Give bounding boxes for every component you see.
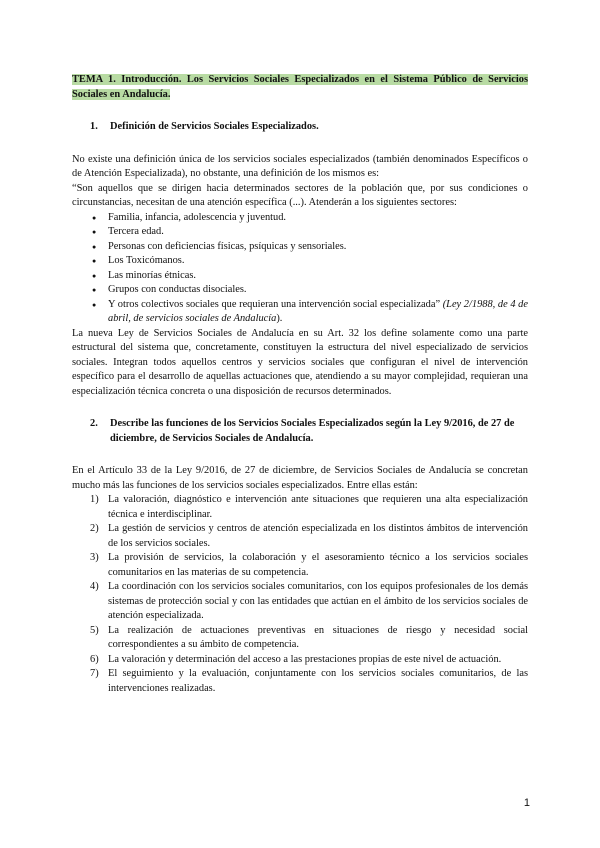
sector-bullet-list — [72, 211, 528, 327]
section-2-heading — [72, 417, 528, 446]
highlighted-title-text: TEMA 1. Introducción. Los Servicios Sociales Especializados en el Sistema Público de Servicios Sociales en Andalucía. — [72, 74, 528, 100]
list-item: 6) La valoración y determinación del acceso a las prestaciones propias de este nivel de actuación. — [90, 653, 502, 665]
bullet-icon: ● — [92, 271, 97, 280]
section-1-heading-text: Definición de Servicios Sociales Especializados. — [110, 121, 319, 132]
page-number: 1 — [523, 797, 530, 809]
law-reference: (Ley 2/1988, de 4 de abril, de servicios sociales de Andalucía — [108, 298, 528, 324]
list-item: 5) La realización de actuaciones preventivas en situaciones de riesgo y necesidad social correspondientes a su ámbito de competencia. — [90, 624, 528, 650]
list-item: 1) La valoración, diagnóstico e intervención ante situaciones que requieren una alta especialización técnica e interdisciplinar. — [90, 494, 528, 520]
last-bullet-text: Y otros colectivos sociales que requieran una intervención social especializada” — [108, 298, 441, 310]
section-2-intro: En el Artículo 33 de la Ley 9/2016, de 27 de diciembre, de Servicios Sociales de Andalucía se concretan mucho más las funciones de los servicios sociales especializados. Entre ellas están: — [72, 465, 528, 491]
list-item: ● Tercera edad. — [92, 225, 528, 240]
list-item: ● Personas con deficiencias físicas, psíquicas y sensoriales. — [92, 240, 528, 255]
section-1-paragraph: La nueva Ley de Servicios Sociales de Andalucía en su Art. 32 los define solamente como una parte estructural del sistema que, concretamente, constituyen la estructura del nivel especializado de servicios sociales. Integran todos aquellos centros y servicios sociales que configuran el nivel de intervención específico para el desarrollo de aquellas actuaciones que, atendiendo a su mayor complejidad, requieran una especialización técnica concreta o una disposición de recursos determinados. — [72, 327, 528, 397]
functions-numbered-list — [72, 493, 528, 696]
list-item: ● Grupos con conductas disociales. — [92, 283, 528, 298]
list-item: ● Familia, infancia, adolescencia y juventud. — [92, 211, 528, 226]
section-2-heading-text: Describe las funciones de los Servicios Sociales Especializados según la Ley 9/2016, de 27 de diciembre, de Servicios Sociales de Andalucía. — [110, 418, 515, 444]
section-1-intro: No existe una definición única de los servicios sociales especializados (también denominados Específicos o de Atención Especializada), no obstante, una definición de los mismos es: — [72, 153, 528, 179]
list-item: 2) La gestión de servicios y centros de atención especializada en los distintos ámbitos de intervención de los servicios sociales. — [90, 523, 528, 549]
document-title — [72, 73, 528, 102]
bullet-icon: ● — [92, 242, 97, 251]
list-item: ● Las minorías étnicas. — [92, 269, 528, 284]
bullet-icon: ● — [92, 257, 97, 265]
section-1-quote: “Son aquellos que se dirigen hacia determinados sectores de la población que, por sus condiciones o circunstancias, necesitan de una atención específica (...). Atenderán a los siguientes sectores: — [72, 182, 528, 208]
section-2-number: 2. — [90, 418, 98, 429]
list-item: ● Los Toxicómanos. — [92, 254, 528, 269]
list-item: 7) El seguimiento y la evaluación, conjuntamente con los servicios sociales comunitarios, de las intervenciones realizadas. — [90, 668, 528, 694]
bullet-icon: ● — [92, 213, 97, 222]
section-1-heading — [72, 120, 528, 135]
section-1-number: 1. — [90, 121, 98, 132]
document-page — [72, 73, 528, 696]
bullet-icon: ● — [92, 300, 97, 309]
list-item: 3) La provisión de servicios, la colaboración y el asesoramiento técnico a los servicios sociales comunitarios en las materias de su competencia. — [90, 552, 528, 578]
list-item: ● Y otros colectivos sociales que requieran una intervención social especializada” (Ley 2/1988, de 4 de abril, de servicios sociales de Andalucía). — [92, 298, 528, 327]
list-item: 4) La coordinación con los servicios sociales comunitarios, con los equipos profesionales de los demás sistemas de protección social y con las entidades que actúan en el ámbito de los servicios sociales de atención especializada. — [90, 581, 528, 621]
bullet-icon: ● — [92, 228, 97, 236]
bullet-icon: ● — [92, 286, 97, 294]
